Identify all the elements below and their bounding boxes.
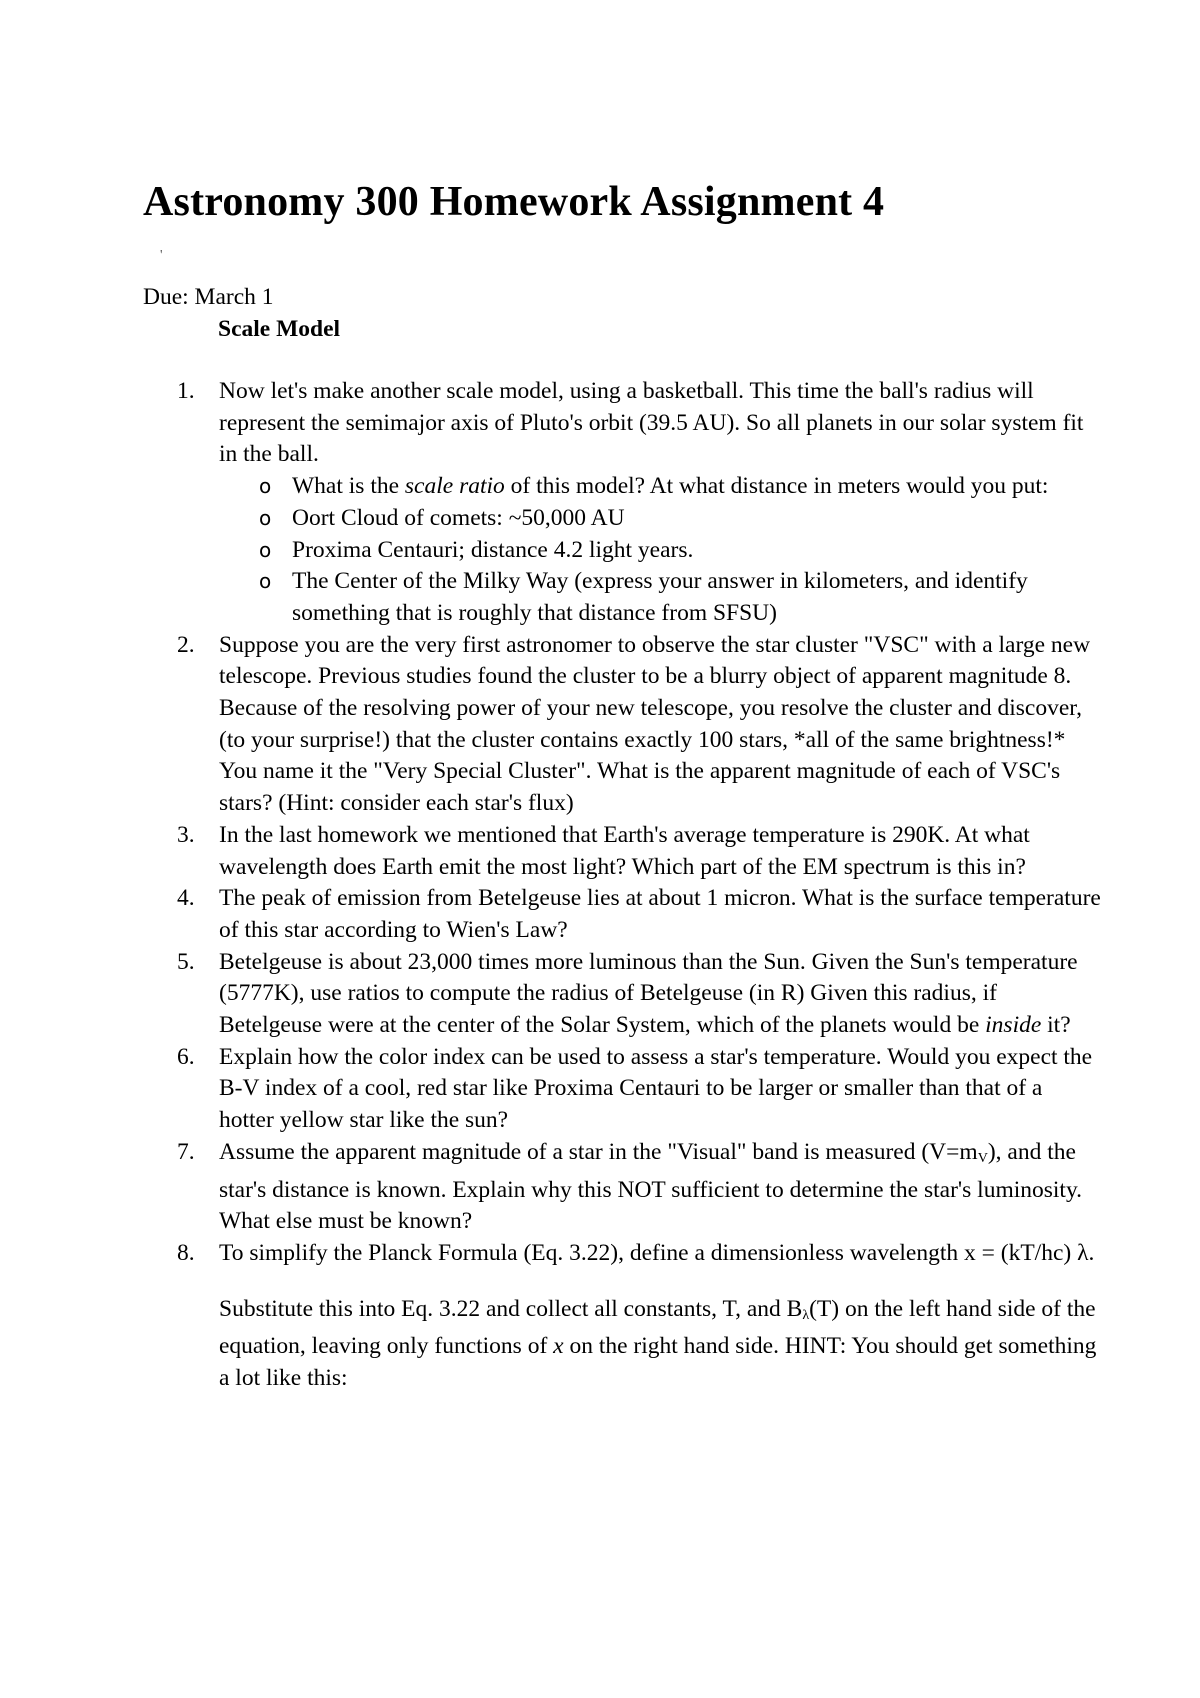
paragraph-text-before: Substitute this into Eq. 3.22 and collect all constants, T, and B xyxy=(219,1295,803,1322)
question-6 xyxy=(143,1042,1103,1137)
question-8 xyxy=(143,1238,1103,1395)
magnitude-subscript: V xyxy=(977,1150,988,1166)
question-text-after: it? xyxy=(1041,1012,1071,1039)
question-7 xyxy=(143,1137,1103,1238)
bullet-marker: o xyxy=(259,537,272,562)
question-text: Explain how the color index can be used to assess a star's temperature. Would you expect the B-V index of a cool, red star like Proxima Centauri to be larger or smaller than that of a hotter yellow star like the sun? xyxy=(219,1043,1093,1134)
sub-item-text: Proxima Centauri; distance 4.2 light years. xyxy=(292,536,694,563)
question-text: Now let's make another scale model, using a basketball. This time the ball's radius will represent the semimajor axis of Pluto's orbit (39.5 AU). So all planets in our solar system fit in the ball. xyxy=(219,378,1084,468)
question-number: 5. xyxy=(177,948,195,975)
question-number: 7. xyxy=(177,1138,195,1165)
bullet-marker: o xyxy=(259,569,272,594)
section-heading: Scale Model xyxy=(218,316,341,342)
question-1 xyxy=(143,376,1103,630)
question-number: 2. xyxy=(177,631,195,658)
sub-item-text-after: of this model? At what distance in meters would you put: xyxy=(504,473,1049,500)
question-text-after: ), and the star's distance is known. Explain why this NOT sufficient to determine the star's luminosity. What else must be known? xyxy=(219,1138,1083,1235)
question-text: Suppose you are the very first astronomer to observe the star cluster "VSC" with a large new telescope. Previous studies found the cluster to be a blurry object of apparent magnitude 8. Because of the resolving power of your new telescope, you resolve the cluster and discover, (to your surprise!) that the cluster contains exactly 100 stars, *all of the same brightness!* You name it the "Very Special Cluster". What is the apparent magnitude of each of VSC's stars? (Hint: consider each star's flux) xyxy=(219,631,1091,817)
paragraph-text-middle: (T) on the left hand side of the equation, leaving only functions of xyxy=(219,1295,1096,1360)
question-8-paragraph xyxy=(219,1294,1103,1395)
question-number: 6. xyxy=(177,1043,195,1070)
paragraph-emphasis: x xyxy=(553,1333,564,1360)
question-text: In the last homework we mentioned that Earth's average temperature is 290K. At what wavelength does Earth emit the most light? Which part of the EM spectrum is this in? xyxy=(219,821,1030,880)
sub-item xyxy=(219,471,1103,503)
question-emphasis: inside xyxy=(985,1012,1042,1039)
sub-item-text: Oort Cloud of comets: ~50,000 AU xyxy=(292,504,625,531)
question-number: 8. xyxy=(177,1239,195,1266)
due-date: Due: March 1 xyxy=(143,284,274,310)
question-number: 4. xyxy=(177,885,195,912)
question-1-sublist xyxy=(219,471,1103,630)
lambda-subscript: λ xyxy=(802,1307,810,1323)
question-text: The peak of emission from Betelgeuse lies at about 1 micron. What is the surface temperature of this star according to Wien's Law? xyxy=(219,885,1101,943)
question-5 xyxy=(143,947,1103,1042)
question-number: 1. xyxy=(177,378,195,404)
document-title: Astronomy 300 Homework Assignment 4 xyxy=(143,179,885,225)
question-4 xyxy=(143,883,1103,946)
question-list xyxy=(143,376,1103,1395)
stray-mark: ' xyxy=(160,248,163,263)
question-number: 3. xyxy=(177,821,195,848)
bullet-marker: o xyxy=(259,505,272,530)
paragraph-text-after: on the right hand side. HINT: You should get something a lot like this: xyxy=(219,1333,1097,1392)
question-text-before: Betelgeuse is about 23,000 times more luminous than the Sun. Given the Sun's temperature (5777K), use ratios to compute the radius of Betelgeuse (in R) Given this radius, if Betelgeuse were at the center of the Solar System, which of the planets would be xyxy=(219,948,1078,1039)
sub-item xyxy=(219,566,1103,629)
sub-item xyxy=(219,535,1103,567)
sub-item xyxy=(219,503,1103,535)
sub-item-emphasis: scale ratio xyxy=(404,473,505,500)
question-text-before: Assume the apparent magnitude of a star in the "Visual" band is measured (V=m xyxy=(219,1138,978,1165)
sub-item-text: The Center of the Milky Way (express your answer in kilometers, and identify something that is roughly that distance from SFSU) xyxy=(292,568,1028,626)
question-text: To simplify the Planck Formula (Eq. 3.22), define a dimensionless wavelength x = (kT/hc) λ. xyxy=(219,1239,1095,1266)
question-3 xyxy=(143,820,1103,883)
bullet-marker: o xyxy=(259,474,272,499)
question-2 xyxy=(143,630,1103,820)
sub-item-text-before: What is the xyxy=(292,473,405,500)
